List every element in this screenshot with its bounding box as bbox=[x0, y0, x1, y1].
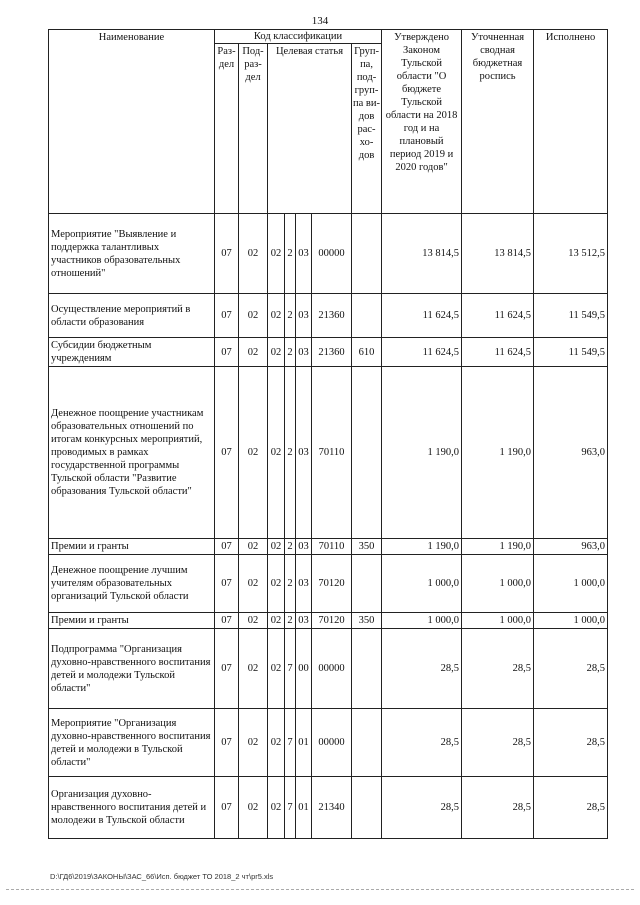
cell-group bbox=[352, 777, 382, 839]
table-row bbox=[49, 294, 608, 338]
cell-executed: 11 549,5 bbox=[534, 294, 608, 338]
cell-group bbox=[352, 294, 382, 338]
cell-t1: 02 bbox=[268, 539, 285, 555]
cell-t2: 2 bbox=[285, 555, 296, 613]
table-body bbox=[49, 214, 608, 839]
table-row bbox=[49, 629, 608, 709]
cell-podrazdel: 02 bbox=[239, 709, 268, 777]
cell-executed: 11 549,5 bbox=[534, 338, 608, 367]
cell-t2: 2 bbox=[285, 338, 296, 367]
cell-podrazdel: 02 bbox=[239, 214, 268, 294]
cell-t1: 02 bbox=[268, 629, 285, 709]
cell-podrazdel: 02 bbox=[239, 777, 268, 839]
cell-podrazdel: 02 bbox=[239, 539, 268, 555]
cell-group bbox=[352, 367, 382, 539]
cell-group: 350 bbox=[352, 539, 382, 555]
cell-refined: 11 624,5 bbox=[462, 294, 534, 338]
table-row bbox=[49, 539, 608, 555]
header-group: Груп-па, под-груп-па ви-дов рас-хо-дов bbox=[352, 44, 382, 214]
cell-refined: 1 190,0 bbox=[462, 367, 534, 539]
header-razdel: Раз-дел bbox=[215, 44, 239, 214]
cell-razdel: 07 bbox=[215, 555, 239, 613]
header-refined: Уточненная сводная бюджетная роспись bbox=[462, 30, 534, 214]
cell-razdel: 07 bbox=[215, 338, 239, 367]
header-podrazdel: Под-раз-дел bbox=[239, 44, 268, 214]
cell-group bbox=[352, 214, 382, 294]
cell-name: Мероприятие "Выявление и поддержка талантливых участников образовательных отношений" bbox=[49, 214, 215, 294]
cell-t4: 21360 bbox=[312, 294, 352, 338]
cell-approved: 1 000,0 bbox=[382, 555, 462, 613]
cell-t4: 00000 bbox=[312, 709, 352, 777]
cell-razdel: 07 bbox=[215, 367, 239, 539]
header-executed: Исполнено bbox=[534, 30, 608, 214]
cell-podrazdel: 02 bbox=[239, 294, 268, 338]
cell-t3: 03 bbox=[296, 555, 312, 613]
table-row bbox=[49, 338, 608, 367]
cell-group bbox=[352, 629, 382, 709]
cell-approved: 13 814,5 bbox=[382, 214, 462, 294]
cell-razdel: 07 bbox=[215, 539, 239, 555]
cell-razdel: 07 bbox=[215, 214, 239, 294]
cell-group bbox=[352, 555, 382, 613]
budget-table bbox=[48, 29, 608, 839]
cell-t2: 2 bbox=[285, 613, 296, 629]
cell-name: Организация духовно-нравственного воспитания детей и молодежи в Тульской области bbox=[49, 777, 215, 839]
cell-name: Денежное поощрение участникам образовательных отношений по итогам конкурсных мероприятий, проводимых в рамках государственной программы Тульской области "Развитие образования Тульской области" bbox=[49, 367, 215, 539]
cell-t1: 02 bbox=[268, 709, 285, 777]
cell-approved: 11 624,5 bbox=[382, 294, 462, 338]
table-row bbox=[49, 555, 608, 613]
cell-executed: 963,0 bbox=[534, 539, 608, 555]
cell-razdel: 07 bbox=[215, 629, 239, 709]
cell-refined: 1 000,0 bbox=[462, 555, 534, 613]
cell-t1: 02 bbox=[268, 777, 285, 839]
cell-podrazdel: 02 bbox=[239, 338, 268, 367]
cell-razdel: 07 bbox=[215, 294, 239, 338]
cell-t3: 01 bbox=[296, 777, 312, 839]
cell-group: 350 bbox=[352, 613, 382, 629]
cell-refined: 28,5 bbox=[462, 777, 534, 839]
cell-executed: 1 000,0 bbox=[534, 555, 608, 613]
cell-name: Субсидии бюджетным учреждениям bbox=[49, 338, 215, 367]
page-edge-line bbox=[6, 889, 634, 890]
cell-t4: 00000 bbox=[312, 214, 352, 294]
cell-name: Осуществление мероприятий в области образования bbox=[49, 294, 215, 338]
cell-t3: 03 bbox=[296, 539, 312, 555]
cell-t3: 03 bbox=[296, 367, 312, 539]
cell-t2: 2 bbox=[285, 367, 296, 539]
cell-name: Подпрограмма "Организация духовно-нравственного воспитания детей и молодежи Тульской области" bbox=[49, 629, 215, 709]
cell-t1: 02 bbox=[268, 613, 285, 629]
cell-t2: 2 bbox=[285, 539, 296, 555]
cell-approved: 11 624,5 bbox=[382, 338, 462, 367]
cell-t2: 7 bbox=[285, 777, 296, 839]
cell-podrazdel: 02 bbox=[239, 613, 268, 629]
header-target: Целевая статья bbox=[268, 44, 352, 214]
table-row bbox=[49, 709, 608, 777]
cell-t4: 70110 bbox=[312, 539, 352, 555]
cell-podrazdel: 02 bbox=[239, 367, 268, 539]
cell-group: 610 bbox=[352, 338, 382, 367]
cell-refined: 1 000,0 bbox=[462, 613, 534, 629]
cell-podrazdel: 02 bbox=[239, 555, 268, 613]
cell-refined: 28,5 bbox=[462, 709, 534, 777]
cell-executed: 28,5 bbox=[534, 777, 608, 839]
cell-approved: 28,5 bbox=[382, 629, 462, 709]
cell-razdel: 07 bbox=[215, 777, 239, 839]
cell-t4: 70120 bbox=[312, 613, 352, 629]
cell-approved: 1 190,0 bbox=[382, 367, 462, 539]
table-row bbox=[49, 613, 608, 629]
cell-t1: 02 bbox=[268, 338, 285, 367]
header-code: Код классификации bbox=[215, 30, 382, 44]
header-approved: Утверждено Законом Тульской области "О бюджете Тульской области на 2018 год и на плановый период 2019 и 2020 годов" bbox=[382, 30, 462, 214]
cell-t3: 01 bbox=[296, 709, 312, 777]
cell-name: Денежное поощрение лучшим учителям образовательных организаций Тульской области bbox=[49, 555, 215, 613]
cell-approved: 1 000,0 bbox=[382, 613, 462, 629]
cell-t1: 02 bbox=[268, 214, 285, 294]
cell-t3: 00 bbox=[296, 629, 312, 709]
cell-t2: 2 bbox=[285, 294, 296, 338]
table-row bbox=[49, 214, 608, 294]
cell-name: Премии и гранты bbox=[49, 539, 215, 555]
cell-t1: 02 bbox=[268, 294, 285, 338]
cell-executed: 13 512,5 bbox=[534, 214, 608, 294]
table-row bbox=[49, 367, 608, 539]
cell-refined: 1 190,0 bbox=[462, 539, 534, 555]
cell-t3: 03 bbox=[296, 613, 312, 629]
cell-t3: 03 bbox=[296, 294, 312, 338]
table-row bbox=[49, 777, 608, 839]
cell-razdel: 07 bbox=[215, 613, 239, 629]
cell-t1: 02 bbox=[268, 367, 285, 539]
file-path-footer: D:\ГД6\2019\ЗАКОНЫ\ЗАС_66\Исп. бюджет ТО 2018_2 чт\pr5.xls bbox=[50, 872, 274, 881]
page-number: 134 bbox=[311, 15, 329, 27]
cell-approved: 1 190,0 bbox=[382, 539, 462, 555]
cell-podrazdel: 02 bbox=[239, 629, 268, 709]
cell-name: Премии и гранты bbox=[49, 613, 215, 629]
cell-approved: 28,5 bbox=[382, 709, 462, 777]
cell-group bbox=[352, 709, 382, 777]
cell-executed: 1 000,0 bbox=[534, 613, 608, 629]
cell-t4: 70110 bbox=[312, 367, 352, 539]
cell-t4: 21340 bbox=[312, 777, 352, 839]
cell-executed: 28,5 bbox=[534, 709, 608, 777]
cell-t2: 7 bbox=[285, 709, 296, 777]
cell-t4: 00000 bbox=[312, 629, 352, 709]
cell-t3: 03 bbox=[296, 214, 312, 294]
cell-t1: 02 bbox=[268, 555, 285, 613]
cell-t4: 70120 bbox=[312, 555, 352, 613]
cell-t3: 03 bbox=[296, 338, 312, 367]
cell-t4: 21360 bbox=[312, 338, 352, 367]
cell-refined: 28,5 bbox=[462, 629, 534, 709]
cell-executed: 963,0 bbox=[534, 367, 608, 539]
header-name: Наименование bbox=[49, 30, 215, 214]
cell-approved: 28,5 bbox=[382, 777, 462, 839]
cell-refined: 13 814,5 bbox=[462, 214, 534, 294]
cell-refined: 11 624,5 bbox=[462, 338, 534, 367]
cell-executed: 28,5 bbox=[534, 629, 608, 709]
cell-t2: 2 bbox=[285, 214, 296, 294]
cell-t2: 7 bbox=[285, 629, 296, 709]
cell-razdel: 07 bbox=[215, 709, 239, 777]
cell-name: Мероприятие "Организация духовно-нравственного воспитания детей и молодежи в Тульской области" bbox=[49, 709, 215, 777]
